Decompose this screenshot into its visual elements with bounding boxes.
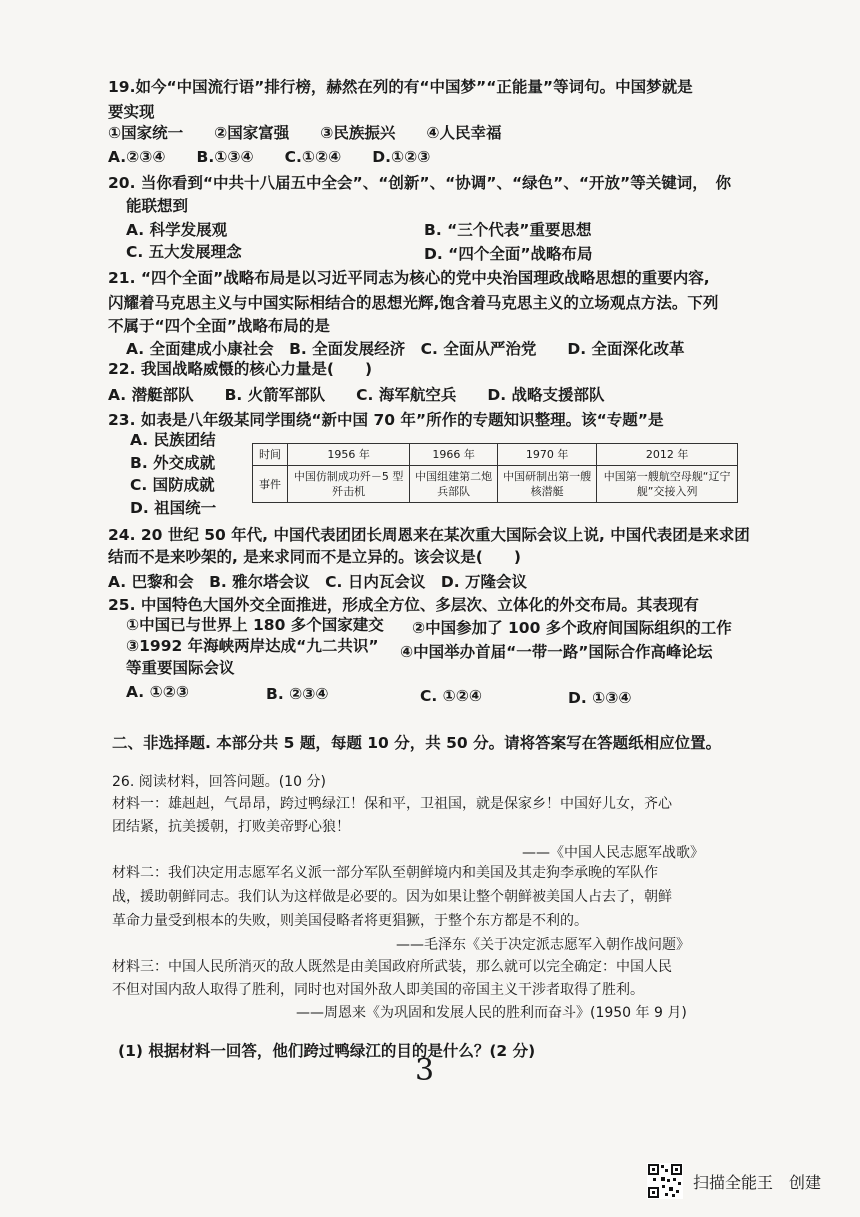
q19-items: ①国家统一 ②国家富强 ③民族振兴 ④人民幸福 [108, 124, 502, 142]
q26-material2-line2: 战，援助朝鲜同志。我们认为这样做是必要的。因为如果让整个朝鲜被美国人占去了，朝鲜 [112, 889, 672, 905]
q26-material3-line1: 材料三：中国人民所消灭的敌人既然是由美国政府所武装，那么就可以完全确定：中国人民 [112, 959, 672, 975]
q25-option-b: B. ②③④ [266, 685, 329, 703]
table-cell-event: 中国第一艘航空母舰“辽宁 舰”交接入列 [597, 466, 738, 503]
q26-material2-cite: ——毛泽东《关于决定派志愿军入朝作战问题》 [396, 937, 690, 953]
q21-line2: 闪耀着马克思主义与中国实际相结合的思想光辉,饱含着马克思主义的立场观点方法。下列 [108, 294, 719, 312]
table-cell-year: 1966 年 [410, 444, 498, 466]
table-cell-year: 1956 年 [288, 444, 410, 466]
q23-option-d: D. 祖国统一 [130, 499, 217, 517]
page-number: 3 [415, 1053, 435, 1088]
q26-subquestion-1: (1) 根据材料一回答，他们跨过鸭绿江的目的是什么？(2 分) [118, 1042, 536, 1060]
table-row [253, 466, 738, 503]
q24-line2: 结而不是来吵架的, 是来求同而不是立异的。该会议是( ) [108, 548, 521, 566]
q20-option-b: B. “三个代表”重要思想 [424, 221, 592, 239]
table-cell-time-label: 时间 [253, 444, 288, 466]
q25-option-c: C. ①②④ [420, 687, 483, 705]
q26-material2-line1: 材料二：我们决定用志愿军名义派一部分军队至朝鲜境内和美国及其走狗李承晚的军队作 [112, 865, 658, 881]
q23-option-a: A. 民族团结 [130, 431, 216, 449]
q21-line3: 不属于“四个全面”战略布局的是 [108, 317, 330, 335]
q22-line1: 22. 我国战略威慑的核心力量是( ) [108, 360, 373, 378]
table-row [253, 444, 738, 466]
q26-material1-line1: 材料一：雄赳赳，气昂昂，跨过鸭绿江！保和平，卫祖国，就是保家乡！中国好儿女，齐心 [112, 796, 672, 812]
q25-option-d: D. ①③④ [568, 689, 632, 707]
q25-item4: ④中国举办首届“一带一路”国际合作高峰论坛 [400, 643, 713, 661]
q26-material3-line2: 不但对国内敌人取得了胜利，同时也对国外敌人即美国的帝国主义干涉者取得了胜利。 [112, 982, 644, 998]
q21-options: A. 全面建成小康社会 B. 全面发展经济 C. 全面从严治党 D. 全面深化改革 [126, 340, 685, 358]
q26-material2-line3: 革命力量受到根本的失败，则美国侵略者将更猖獗，于整个东方都是不利的。 [112, 913, 588, 929]
q25-line1: 25. 中国特色大国外交全面推进，形成全方位、多层次、立体化的外交布局。其表现有 [108, 596, 699, 614]
q19-line2: 要实现 [108, 103, 155, 121]
q25-item1: ①中国已与世界上 180 多个国家建交 [126, 616, 384, 634]
q23-line1: 23. 如表是八年级某同学围绕“新中国 70 年”所作的专题知识整理。该“专题”是 [108, 411, 664, 429]
q20-option-a: A. 科学发展观 [126, 221, 228, 239]
q24-options: A. 巴黎和会 B. 雅尔塔会议 C. 日内瓦会议 D. 万隆会议 [108, 573, 527, 591]
table-cell-event: 中国仿制成功歼－5 型 歼击机 [288, 466, 410, 503]
q21-line1: 21. “四个全面”战略布局是以习近平同志为核心的党中央治国理政战略思想的重要内容, [108, 269, 710, 287]
section-2-heading: 二、非选择题. 本部分共 5 题，每题 10 分，共 50 分。请将答案写在答题纸相应位置。 [112, 734, 722, 752]
table-cell-event-label: 事件 [253, 466, 288, 503]
q20-option-c: C. 五大发展理念 [126, 243, 242, 261]
q20-line1: 20. 当你看到“中共十八届五中全会”、“创新”、“协调”、“绿色”、“开放”等关键词， 你 [108, 174, 731, 192]
table-cell-event: 中国研制出第一艘 核潜艇 [497, 466, 596, 503]
table-cell-year: 1970 年 [497, 444, 596, 466]
table-cell-year: 2012 年 [597, 444, 738, 466]
q23-option-b: B. 外交成就 [130, 454, 216, 472]
q26-material1-line2: 团结紧，抗美援朝，打败美帝野心狼！ [112, 819, 350, 835]
q24-line1: 24. 20 世纪 50 年代, 中国代表团团长周恩来在某次重大国际会议上说, 中国代表团是来求团 [108, 526, 750, 544]
q22-options: A. 潜艇部队 B. 火箭军部队 C. 海军航空兵 D. 战略支援部队 [108, 386, 605, 404]
q26-intro: 26. 阅读材料，回答问题。(10 分) [112, 774, 326, 790]
qr-code-icon [647, 1163, 683, 1199]
q26-material1-cite: ——《中国人民志愿军战歌》 [522, 845, 704, 861]
q25-item2: ②中国参加了 100 多个政府间国际组织的工作 [412, 619, 732, 637]
q25-line-end: 等重要国际会议 [126, 659, 235, 677]
table-cell-event: 中国组建第二炮 兵部队 [410, 466, 498, 503]
q20-option-d: D. “四个全面”战略布局 [424, 245, 593, 263]
watermark-brand: 扫描全能王 创建 [693, 1173, 822, 1192]
q20-line2: 能联想到 [126, 197, 189, 215]
q19-options: A.②③④ B.①③④ C.①②④ D.①②③ [108, 148, 431, 166]
q19-line1: 19.如今“中国流行语”排行榜，赫然在列的有“中国梦”“正能量”等词句。中国梦就是 [108, 78, 693, 96]
q26-material3-cite: ——周恩来《为巩固和发展人民的胜利而奋斗》(1950 年 9 月) [296, 1005, 687, 1021]
q25-option-a: A. ①②③ [126, 683, 189, 701]
q25-item3: ③1992 年海峡两岸达成“九二共识” [126, 637, 379, 655]
q23-option-c: C. 国防成就 [130, 476, 215, 494]
q23-table [252, 443, 738, 503]
